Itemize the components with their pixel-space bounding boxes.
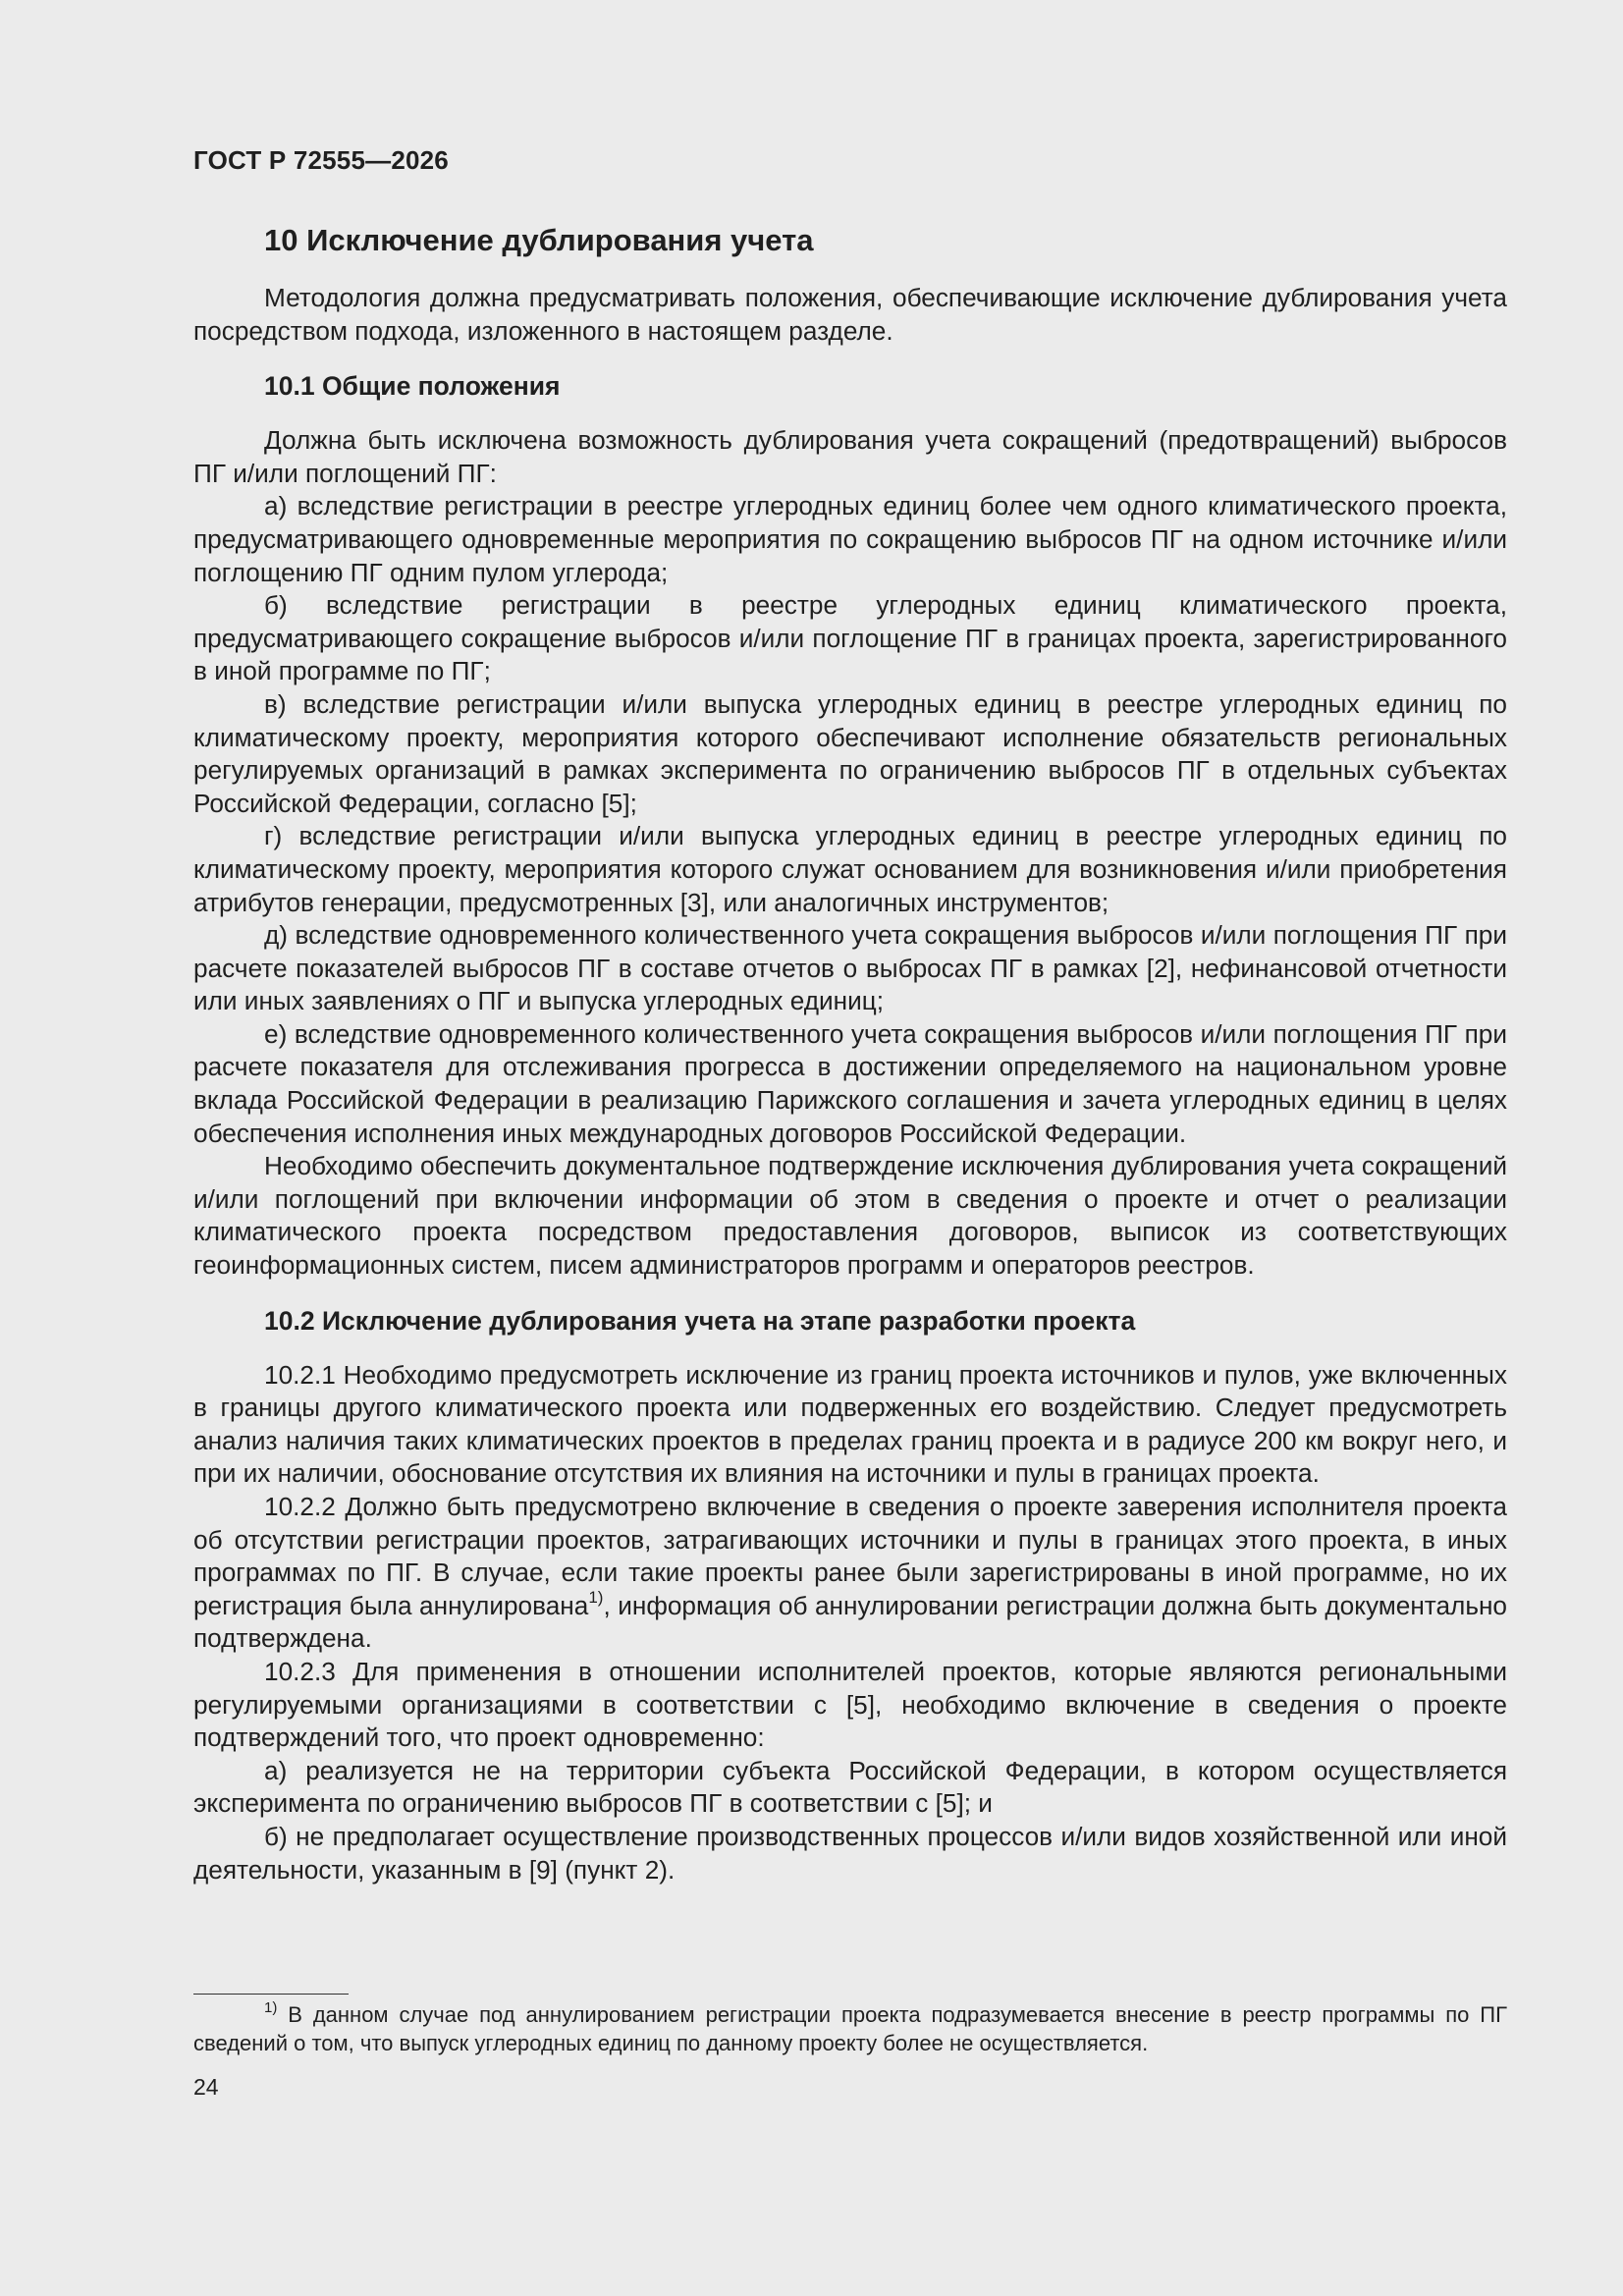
list-item-e: е) вследствие одновременного количественного учета сокращения выбросов и/или поглощения ПГ при расчете показателя для отслеживания прогресса в достижении определяемого на национальном уровне вклада Российской Федерации в реализацию Парижского соглашения и зачета углеродных единиц в целях обеспечения исполнения иных международных договоров Российской Федерации.: [193, 1018, 1507, 1148]
document-body: [193, 221, 1507, 1886]
subsection-title-10-1: 10.1 Общие положения: [264, 371, 561, 402]
list-item-a: а) реализуется не на территории субъекта Российской Федерации, в котором осуществляется эксперимента по ограничению выбросов ПГ в соответствии с [5]; и: [193, 1755, 1507, 1819]
clause-10-2-2: [193, 1491, 1507, 1656]
clause-10-2-3: 10.2.3 Для применения в отношении исполнителей проектов, которые являются региональными регулируемыми организациями в соответствии с [5], необходимо включение в сведения о проекте подтверждений того, что проект одновременно:: [193, 1656, 1507, 1753]
footnote-ref[interactable]: 1): [588, 1587, 604, 1607]
subsection-title-10-2: 10.2 Исключение дублирования учета на этапе разработки проекта: [264, 1305, 1136, 1336]
section-intro: Методология должна предусматривать положения, обеспечивающие исключение дублирования учета посредством подхода, изложенного в настоящем разделе.: [193, 283, 1507, 346]
clause-10-2-1: 10.2.1 Необходимо предусмотреть исключение из границ проекта источников и пулов, уже включенных в границы другого климатического проекта или подверженных его воздействию. Следует предусмотреть анализ наличия таких климатических проектов в пределах границ проекта и в радиусе 200 км вокруг него, и при их наличии, обоснование отсутствия их влияния на источники и пулы в границах проекта.: [193, 1359, 1507, 1489]
list-item-d: д) вследствие одновременного количественного учета сокращения выбросов и/или поглощения ПГ при расчете показателей выбросов ПГ в составе отчетов о выбросах ПГ в рамках [2], нефинансовой отчетности или иных заявлениях о ПГ и выпуска углеродных единиц;: [193, 920, 1507, 1016]
paragraph: Должна быть исключена возможность дублирования учета сокращений (предотвращений) выбросов ПГ и/или поглощений ПГ:: [193, 425, 1507, 488]
document-header: ГОСТ Р 72555—2026: [193, 145, 449, 175]
list-item-g: г) вследствие регистрации и/или выпуска углеродных единиц в реестре углеродных единиц по климатическому проекту, мероприятия которого служат основанием для возникновения и/или приобретения атрибутов генерации, предусмотренных [3], или аналогичных инструментов;: [193, 821, 1507, 917]
footnote-block: [193, 1994, 1507, 2057]
footnote-marker: 1): [264, 1999, 278, 2016]
page-number: 24: [193, 2074, 219, 2100]
list-item-v: в) вследствие регистрации и/или выпуска углеродных единиц в реестре углеродных единиц по климатическому проекту, мероприятия которого обеспечивают исполнение обязательств региональных регулируемых организаций в рамках эксперимента по ограничению выбросов ПГ в отдельных субъектах Российской Федерации, согласно [5];: [193, 688, 1507, 818]
paragraph: Необходимо обеспечить документальное подтверждение исключения дублирования учета сокращений и/или поглощений при включении информации об этом в сведения о проекте и отчет о реализации климатического проекта посредством предоставления договоров, выписок из соответствующих геоинформационных систем, писем администраторов программ и операторов реестров.: [193, 1151, 1507, 1281]
list-item-a: а) вследствие регистрации в реестре углеродных единиц более чем одного климатического проекта, предусматривающего одновременные мероприятия по сокращению выбросов ПГ на одном источнике и/или поглощению ПГ одним пулом углерода;: [193, 491, 1507, 587]
list-item-b: б) вследствие регистрации в реестре углеродных единиц климатического проекта, предусматривающего сокращение выбросов и/или поглощение ПГ в границах проекта, зарегистрированного в иной программе по ПГ;: [193, 590, 1507, 686]
footnote-divider: [193, 1994, 349, 1995]
clause-text: , информация об аннулировании регистрации должна быть документально подтверждена.: [193, 1590, 1508, 1654]
list-item-b: б) не предполагает осуществление производственных процессов и/или видов хозяйственной или иной деятельности, указанным в [9] (пункт 2).: [193, 1821, 1507, 1885]
footnote: [193, 2000, 1507, 2057]
footnote-text: В данном случае под аннулированием регистрации проекта подразумевается внесение в реестр программы по ПГ сведений о том, что выпуск углеродных единиц по данному проекту более не осуществляется.: [193, 2002, 1507, 2055]
section-title: 10 Исключение дублирования учета: [264, 223, 814, 257]
clause-text: 10.2.2 Должно быть предусмотрено включение в сведения о проекте заверения исполнителя проекта об отсутствии регистрации проектов, затрагивающих источники и пулы в границах этого проекта, в иных программах по ПГ. В случае, если такие проекты ранее были зарегистрированы в иной программе, но их регистрация была аннулирована: [193, 1492, 1507, 1620]
